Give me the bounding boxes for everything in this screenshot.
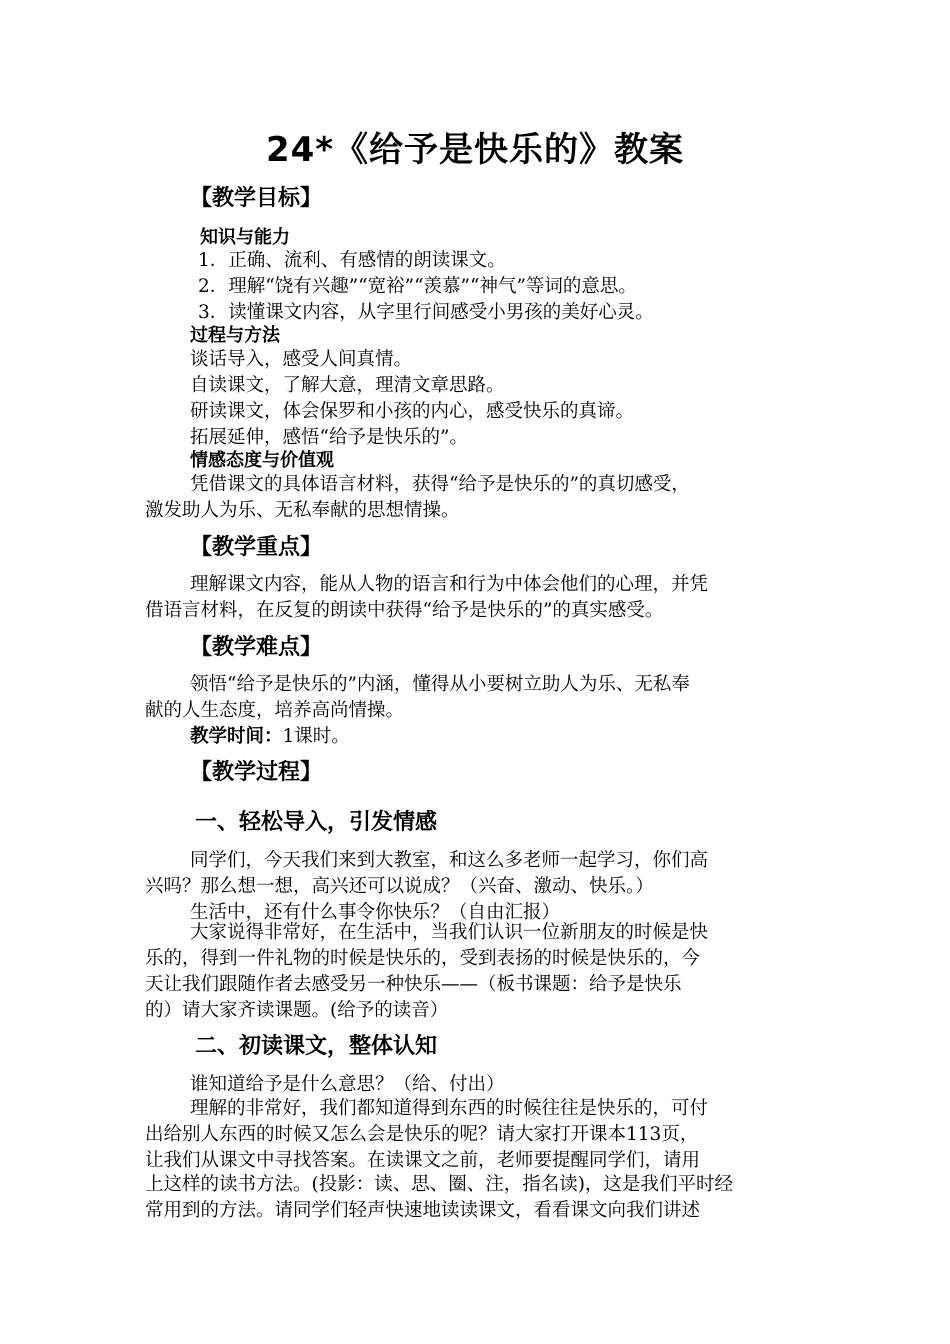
section-heading-process: 【教学过程】 xyxy=(190,760,323,785)
section-heading-key-points: 【教学重点】 xyxy=(190,535,323,560)
section-heading-objectives: 【教学目标】 xyxy=(190,186,323,211)
key-points-line: 借语言材料，在反复的朗读中获得“给予是快乐的”的真实感受。 xyxy=(145,600,664,621)
process-item: 拓展延伸，感悟“给予是快乐的”。 xyxy=(190,427,468,448)
part1-line: 天让我们跟随作者去感受另一种快乐——（板书课题：给予是快乐 xyxy=(145,974,682,995)
process-item: 谈话导入，感受人间真情。 xyxy=(190,349,413,370)
part2-line: 谁知道给予是什么意思？（给、付出） xyxy=(190,1074,505,1095)
teaching-time xyxy=(190,724,860,750)
knowledge-item: 2．理解“饶有兴趣”“宽裕”“羡慕”“神气”等词的意思。 xyxy=(198,276,637,297)
part1-line: 的）请大家齐读课题。(给予的读音） xyxy=(145,1000,449,1021)
teaching-time-value: 1课时。 xyxy=(282,726,350,747)
key-points-line: 理解课文内容，能从人物的语言和行为中体会他们的心理，并凭 xyxy=(190,574,709,595)
part1-line: 兴吗？那么想一想，高兴还可以说成？（兴奋、激动、快乐。） xyxy=(145,876,654,897)
part1-line: 生活中，还有什么事令你快乐？（自由汇报） xyxy=(190,902,561,923)
part2-line: 常用到的方法。请同学们轻声快速地读读课文，看看课文向我们讲述 xyxy=(145,1200,701,1221)
knowledge-item: 1．正确、流利、有感情的朗读课文。 xyxy=(198,250,506,271)
part2-line: 上这样的读书方法。(投影：读、思、圈、注，指名读)，这是我们平时经 xyxy=(145,1174,733,1195)
part1-line: 同学们，今天我们来到大教室，和这么多老师一起学习，你们高 xyxy=(190,850,709,871)
document-title: 24*《给予是快乐的》教案 xyxy=(265,130,685,170)
part1-line: 大家说得非常好，在生活中，当我们认识一位新朋友的时候是快 xyxy=(190,922,709,943)
part-heading-two: 二、初读课文，整体认知 xyxy=(195,1034,438,1059)
part2-line: 让我们从课文中寻找答案。在读课文之前，老师要提醒同学们，请用 xyxy=(145,1150,701,1171)
subheading-process-method: 过程与方法 xyxy=(190,325,280,346)
difficulties-line: 领悟“给予是快乐的”内涵，懂得从小要树立助人为乐、无私奉 xyxy=(190,674,690,695)
emotion-line: 激发助人为乐、无私奉献的思想情操。 xyxy=(145,500,460,521)
part-heading-one: 一、轻松导入，引发情感 xyxy=(195,810,438,835)
process-item: 自读课文，了解大意，理清文章思路。 xyxy=(190,375,505,396)
subheading-emotion: 情感态度与价值观 xyxy=(190,450,334,471)
process-item: 研读课文，体会保罗和小孩的内心，感受快乐的真谛。 xyxy=(190,401,635,422)
difficulties-line: 献的人生态度，培养高尚情操。 xyxy=(145,700,405,721)
emotion-line: 凭借课文的具体语言材料，获得“给予是快乐的”的真切感受， xyxy=(190,474,690,495)
part1-line: 乐的，得到一件礼物的时候是快乐的，受到表扬的时候是快乐的，今 xyxy=(145,948,701,969)
subheading-knowledge: 知识与能力 xyxy=(200,227,290,248)
knowledge-item: 3．读懂课文内容，从字里行间感受小男孩的美好心灵。 xyxy=(198,302,654,323)
section-heading-difficulties: 【教学难点】 xyxy=(190,635,323,660)
part2-line: 出给别人东西的时候又怎么会是快乐的呢？请大家打开课本113页， xyxy=(145,1124,699,1145)
teaching-time-label: 教学时间： xyxy=(190,726,283,747)
part2-line: 理解的非常好，我们都知道得到东西的时候往往是快乐的，可付 xyxy=(190,1098,709,1119)
